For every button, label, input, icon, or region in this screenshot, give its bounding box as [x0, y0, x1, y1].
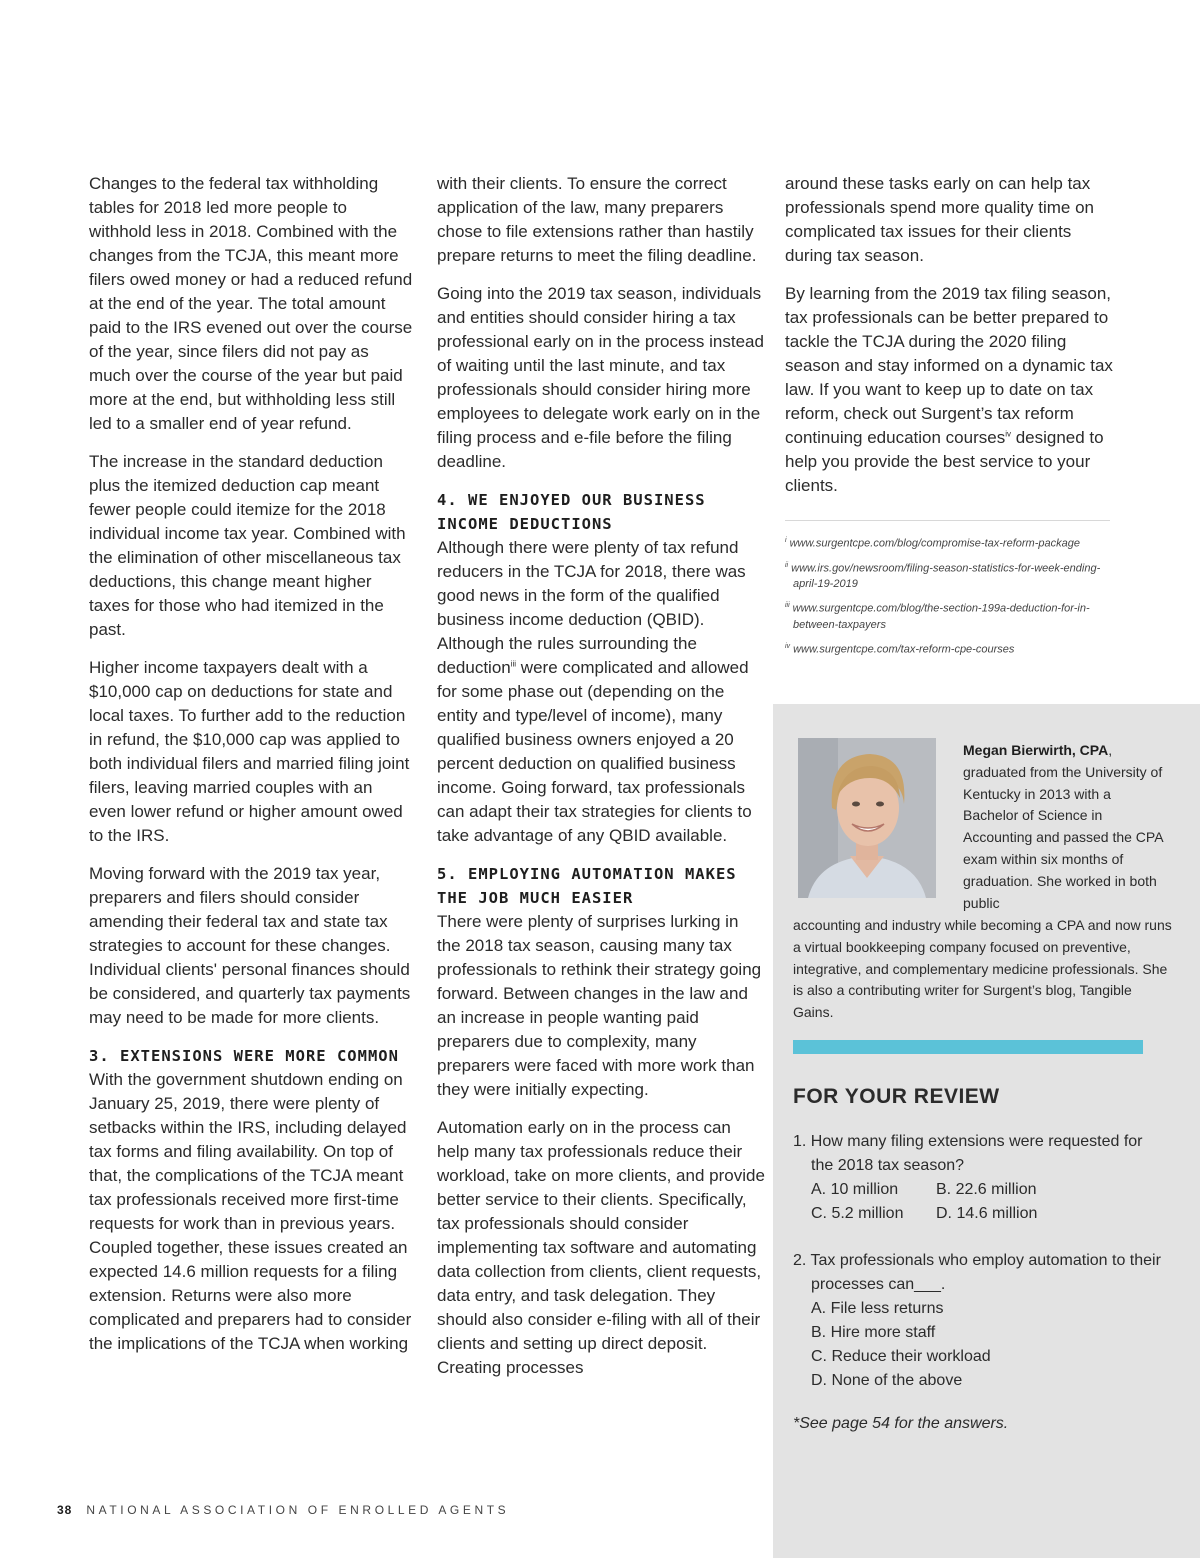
- paragraph-text: were complicated and allowed for some phase out (depending on the entity and type/level of income), many qualified business owners enjoyed a 20 percent deduction on qualified business income. Going forward, tax professionals can adapt their tax strategies for clients to take advantage of any QBID available.: [437, 658, 752, 845]
- answer-option: D. None of the above: [811, 1372, 963, 1389]
- page-footer: [57, 1503, 509, 1517]
- answer-note: *See page 54 for the answers.: [793, 1415, 1009, 1432]
- author-bio-text: graduated from the University of Kentucky in 2013 with a Bachelor of Science in Accounting and passed the CPA exam within six months of graduation. She worked in both public: [963, 763, 1163, 911]
- answer-option: A. File less returns: [811, 1300, 944, 1317]
- accent-bar: [793, 1040, 1143, 1054]
- review-question-1: [793, 1130, 1163, 1226]
- question-text: 1. How many filing extensions were requested for the 2018 tax season?: [793, 1133, 1143, 1174]
- section-heading: 5. EMPLOYING AUTOMATION MAKES THE JOB MUCH EASIER: [437, 865, 737, 907]
- footnote-link[interactable]: www.irs.gov/newsroom/filing-season-statistics-for-week-ending-april-19-2019: [791, 562, 1101, 591]
- answer-option: B. 22.6 million: [936, 1181, 1037, 1198]
- footnote-item[interactable]: [785, 558, 1113, 593]
- paragraph: Moving forward with the 2019 tax year, preparers and filers should consider amending their federal tax and state tax strategies to account for these changes. Individual clients' personal finances should be considered, and quarterly tax payments may need to be made for more clients.: [89, 864, 411, 1027]
- author-bio-continued: accounting and industry while becoming a CPA and now runs a virtual bookkeeping company focused on preventive, integrative, and complementary medicine professionals. She is also a contributing writer for Surgent’s blog, Tangible Gains.: [793, 917, 1172, 1021]
- footnote-reference[interactable]: iv: [1005, 429, 1011, 439]
- footnote-item[interactable]: [785, 533, 1113, 552]
- paragraph-text: designed to help you provide the best service to your clients.: [785, 428, 1104, 495]
- footnote-link[interactable]: www.surgentcpe.com/blog/the-section-199a-deduction-for-in-between-taxpayers: [792, 602, 1090, 631]
- paragraph: with their clients. To ensure the correct application of the law, many preparers chose to file extensions rather than hastily prepare returns to meet the filing deadline.: [437, 174, 757, 265]
- footnote-mark: ii: [785, 561, 789, 569]
- answer-option: A. 10 million: [811, 1181, 899, 1198]
- question-text: 2. Tax professionals who employ automation to their processes can___.: [793, 1252, 1161, 1293]
- paragraph: Going into the 2019 tax season, individuals and entities should consider hiring a tax professional early on in the process instead of waiting until the last minute, and tax professionals should consider hiring more employees to delegate work early on in the filing process and e-file before the filing deadline.: [437, 284, 764, 471]
- footnote-link[interactable]: www.surgentcpe.com/blog/compromise-tax-reform-package: [789, 537, 1080, 550]
- author-photo: [798, 738, 936, 898]
- paragraph: Higher income taxpayers dealt with a $10,000 cap on deductions for state and local taxes. To further add to the reduction in refund, the $10,000 cap was applied to both individual filers and married filing joint filers, leaving married couples with an even lower refund or higher amount owed to the IRS.: [89, 658, 410, 845]
- review-heading: FOR YOUR REVIEW: [793, 1085, 1000, 1108]
- footnote-list: [785, 533, 1113, 658]
- footnote-mark: iii: [785, 602, 790, 610]
- paragraph: Automation early on in the process can help many tax professionals reduce their workload, take on more clients, and provide better service to their clients. Specifically, tax professionals should consider implementing tax software and automating data collection from clients, client requests, data entry, and task delegation. They should also consider e-filing with all of their clients and setting up direct deposit. Creating processes: [437, 1118, 765, 1377]
- footnote-reference[interactable]: iii: [510, 659, 517, 669]
- section-heading: 3. EXTENSIONS WERE MORE COMMON: [89, 1047, 399, 1065]
- paragraph-text: By learning from the 2019 tax filing season, tax professionals can be better prepared to tackle the TCJA during the 2020 filing season and stay informed on a dynamic tax law. If you want to keep up to date on tax reform, check out Surgent’s tax reform continuing education courses: [785, 284, 1113, 447]
- paragraph: [437, 536, 765, 848]
- answer-option: B. Hire more staff: [811, 1324, 936, 1341]
- author-sidebar: [773, 704, 1200, 1558]
- article-column-1: [89, 172, 414, 1370]
- footnote-item[interactable]: [785, 639, 1113, 658]
- answer-options: [793, 1178, 1163, 1226]
- answer-option: C. 5.2 million: [811, 1205, 904, 1222]
- paragraph: around these tasks early on can help tax professionals spend more quality time on complicated tax issues for their clients during tax season.: [785, 174, 1094, 265]
- answer-options: [793, 1297, 1163, 1393]
- paragraph: The increase in the standard deduction plus the itemized deduction cap meant fewer people could itemize for the 2018 individual income tax year. Combined with the elimination of other miscellaneous tax deductions, this change meant higher taxes for those who had itemized in the past.: [89, 452, 406, 639]
- author-name: Megan Bierwirth, CPA: [963, 742, 1109, 758]
- paragraph: Changes to the federal tax withholding tables for 2018 led more people to withhold less in 2018. Combined with the changes from the TCJA, this meant more filers owed money or had a reduced refund at the end of the year. The total amount paid to the IRS evened out over the course of the year, since filers did not pay as much over the course of the year but paid more at the end, but withholding less still led to a smaller end of year refund.: [89, 174, 413, 433]
- publication-name: NATIONAL ASSOCIATION OF ENROLLED AGENTS: [86, 1503, 510, 1517]
- page-number: 38: [57, 1503, 73, 1517]
- paragraph: With the government shutdown ending on January 25, 2019, there were plenty of setbacks within the IRS, including delayed tax forms and filing availability. On top of that, the complications of the TCJA meant tax professionals received more first-time requests for work than in previous years. Coupled together, these issues created an expected 14.6 million requests for a filing extension. Returns were also more complicated and preparers had to consider the implications of the TCJA when working: [89, 1070, 412, 1353]
- paragraph-text: Although there were plenty of tax refund reducers in the TCJA for 2018, there was good news in the form of the qualified business income deduction (QBID). Although the rules surrounding the deduction: [437, 538, 746, 677]
- article-column-2: [437, 172, 765, 1394]
- footnote-divider: [785, 520, 1110, 521]
- answer-option: D. 14.6 million: [936, 1205, 1038, 1222]
- footnote-mark: i: [785, 537, 787, 544]
- section-heading: 4. WE ENJOYED OUR BUSINESS INCOME DEDUCTIONS: [437, 491, 706, 533]
- author-portrait-image: [798, 738, 936, 898]
- review-question-2: [793, 1249, 1163, 1393]
- paragraph: [785, 282, 1113, 498]
- footnote-link[interactable]: www.surgentcpe.com/tax-reform-cpe-courses: [793, 643, 1015, 656]
- footnote-item[interactable]: [785, 598, 1113, 633]
- paragraph: There were plenty of surprises lurking in the 2018 tax season, causing many tax professionals to rethink their strategy going forward. Between changes in the law and an increase in people wanting paid preparers due to complexity, many preparers were faced with more work than they were initially expecting.: [437, 912, 762, 1099]
- answer-option: C. Reduce their workload: [811, 1348, 991, 1365]
- footnote-mark: iv: [785, 642, 791, 650]
- article-column-3: [785, 172, 1113, 664]
- author-bio-top: Megan Bierwirth, CPA, graduated from the University of Kentucky in 2013 with a Bachelor of Science in Accounting and passed the CPA exam within six months of graduation. She worked in both public: [963, 742, 1163, 911]
